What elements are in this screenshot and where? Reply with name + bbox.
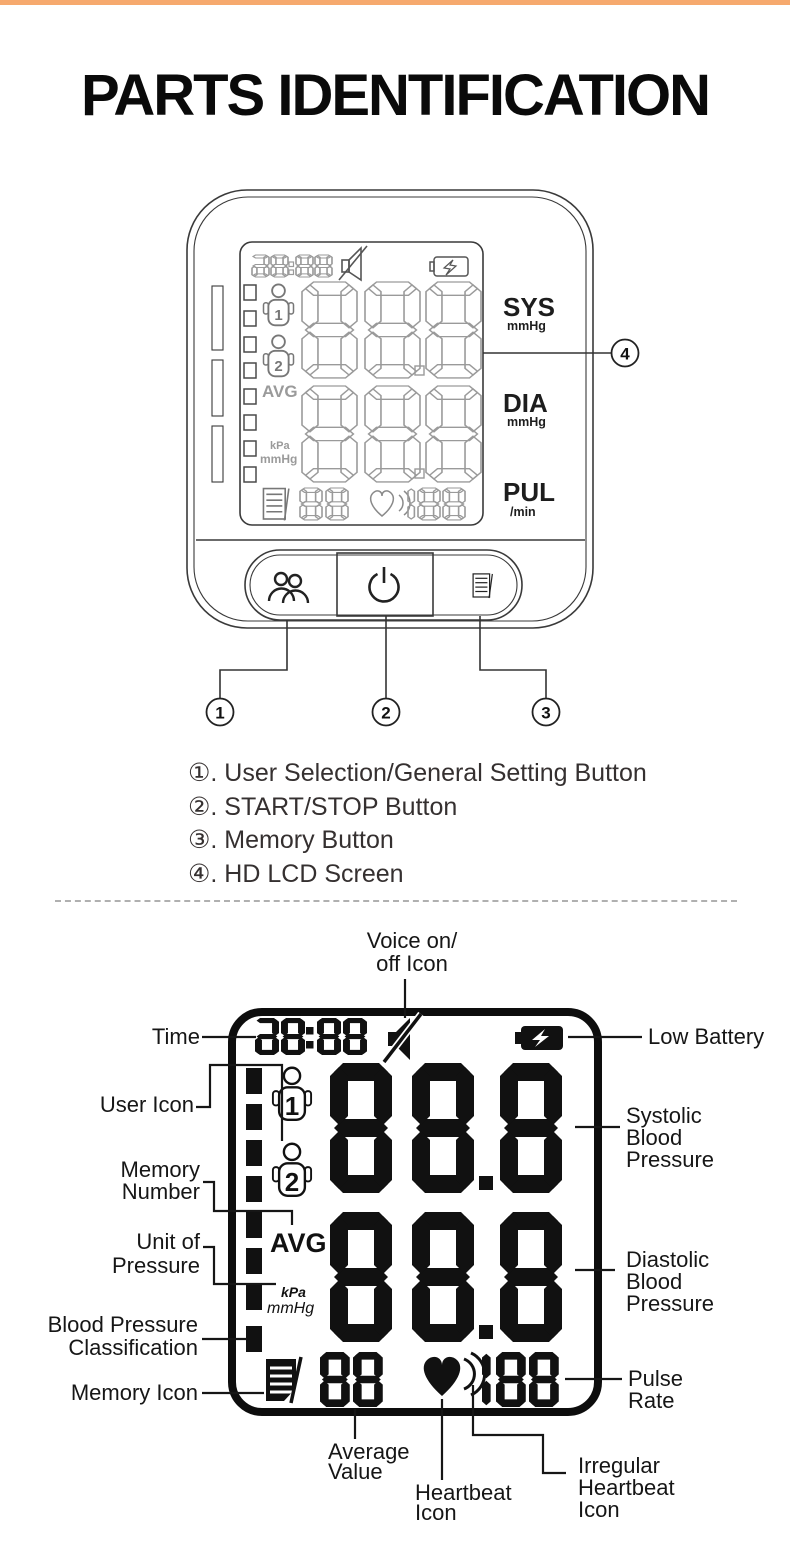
irregular-label-line1: Irregular: [578, 1453, 660, 1478]
sys-label: SYS: [503, 292, 556, 322]
irregular-heartbeat-icon: [464, 1359, 474, 1389]
average-digits: [320, 1352, 383, 1407]
heartbeat-icon: [371, 491, 410, 516]
unit-of-pressure-label-line1: Unit of: [136, 1229, 200, 1254]
user-icon-label: User Icon: [99, 1092, 194, 1117]
heartbeat-icon: [424, 1353, 485, 1396]
time-label: Time: [151, 1024, 200, 1049]
heartbeat-label-line1: Heartbeat: [415, 1480, 512, 1505]
mmhg-label: mmHg: [260, 452, 298, 466]
time-digits: [255, 1018, 367, 1055]
average-value-label-line1: Average: [328, 1439, 410, 1464]
memory-icon-label: Memory Icon: [70, 1380, 198, 1405]
svg-text:3: 3: [541, 703, 551, 723]
memory-button-icon: [473, 574, 492, 598]
callout-marker-1: [207, 699, 234, 726]
legend-item-4: ④. HD LCD Screen: [188, 859, 404, 888]
parts-legend: [188, 757, 647, 891]
mmhg-label: mmHg: [267, 1300, 315, 1317]
kpa-label: kPa: [270, 440, 290, 452]
user2-number: 2: [284, 1167, 300, 1197]
user1-icon: [273, 1068, 311, 1121]
memory-number-label-line1: Memory: [120, 1157, 200, 1182]
irregular-label-line3: Icon: [578, 1497, 620, 1522]
lcd-annotated-diagram: [0, 915, 790, 1545]
diastolic-digits: [330, 1212, 562, 1342]
memory-count-digits: [300, 488, 348, 520]
mute-speaker-icon: [384, 1014, 421, 1062]
low-battery-label: Low Battery: [648, 1024, 765, 1049]
svg-text:4: 4: [620, 344, 630, 364]
callout-marker-4: [612, 340, 639, 367]
legend-item-1: ①. User Selection/General Setting Button: [188, 759, 647, 787]
avg-label: AVG: [270, 1228, 327, 1258]
kpa-label: kPa: [281, 1284, 306, 1300]
start-button-outline: [337, 553, 433, 616]
user2-icon: [273, 1144, 311, 1197]
systolic-label-line3: Pressure: [626, 1147, 715, 1172]
user1-icon: [264, 284, 294, 325]
svg-text:1: 1: [215, 703, 225, 723]
memory-number-label-line2: Number: [121, 1179, 200, 1204]
memory-icon: [263, 489, 288, 521]
sys-unit: mmHg: [507, 319, 546, 333]
battery-icon: [430, 257, 468, 276]
dia-digits: [302, 386, 481, 482]
bp-classification-label-line1: Blood Pressure: [47, 1312, 198, 1337]
memory-icon: [266, 1357, 301, 1403]
bp-classification-label-line2: Classification: [68, 1335, 198, 1360]
legend-item-2: ②. START/STOP Button: [188, 792, 458, 821]
pulse-digits: [482, 1352, 559, 1407]
diastolic-label-line3: Pressure: [626, 1291, 715, 1316]
callout-line-1: [220, 620, 287, 698]
user-button-icon: [269, 573, 308, 603]
user1-number: 1: [284, 1091, 300, 1121]
sys-digits: [302, 282, 481, 378]
diastolic-label-line1: Diastolic: [626, 1247, 710, 1272]
low-battery-icon: [515, 1026, 563, 1050]
systolic-label-line1: Systolic: [626, 1103, 702, 1128]
irregular-label-line2: Heartbeat: [578, 1475, 675, 1500]
unit-of-pressure-label-line2: Pressure: [111, 1253, 200, 1278]
systolic-label-line2: Blood: [626, 1125, 683, 1150]
voice-label-line2: off Icon: [376, 951, 448, 976]
svg-text:2: 2: [381, 703, 391, 723]
voice-label-line1: Voice on/: [366, 928, 458, 953]
pulse-rate-label-line1: Pulse: [628, 1366, 684, 1391]
pul-label: PUL: [503, 477, 555, 507]
user-icon-callout-line: [196, 1065, 282, 1141]
diastolic-label-line2: Blood: [626, 1269, 683, 1294]
dia-unit: mmHg: [507, 415, 546, 429]
callout-marker-2: [373, 699, 400, 726]
pulse-rate-label-line2: Rate: [628, 1388, 675, 1413]
classification-boxes: [244, 285, 256, 482]
user1-number: 1: [274, 307, 283, 324]
mute-speaker-icon: [339, 246, 367, 280]
legend-item-3: ③. Memory Button: [188, 826, 394, 854]
time-digits: [252, 255, 332, 277]
pul-unit: /min: [510, 505, 536, 519]
avg-label: AVG: [262, 382, 298, 401]
average-value-label-line2: Value: [328, 1459, 383, 1484]
heartbeat-label-line2: Icon: [415, 1500, 457, 1525]
user2-icon: [264, 335, 294, 376]
page-title: PARTS IDENTIFICATION: [80, 63, 710, 128]
dashed-divider: [55, 900, 737, 902]
cuff-bars: [212, 286, 223, 482]
accent-top-bar: [0, 0, 790, 5]
dia-label: DIA: [503, 388, 548, 418]
button-pill: [245, 550, 522, 620]
device-illustration: [150, 180, 670, 740]
unit-of-pressure-callout-line: [203, 1247, 276, 1284]
pulse-digits: [408, 488, 465, 520]
callout-marker-3: [533, 699, 560, 726]
user2-number: 2: [274, 358, 283, 375]
systolic-digits: [330, 1063, 562, 1193]
power-button-icon: [370, 567, 399, 601]
